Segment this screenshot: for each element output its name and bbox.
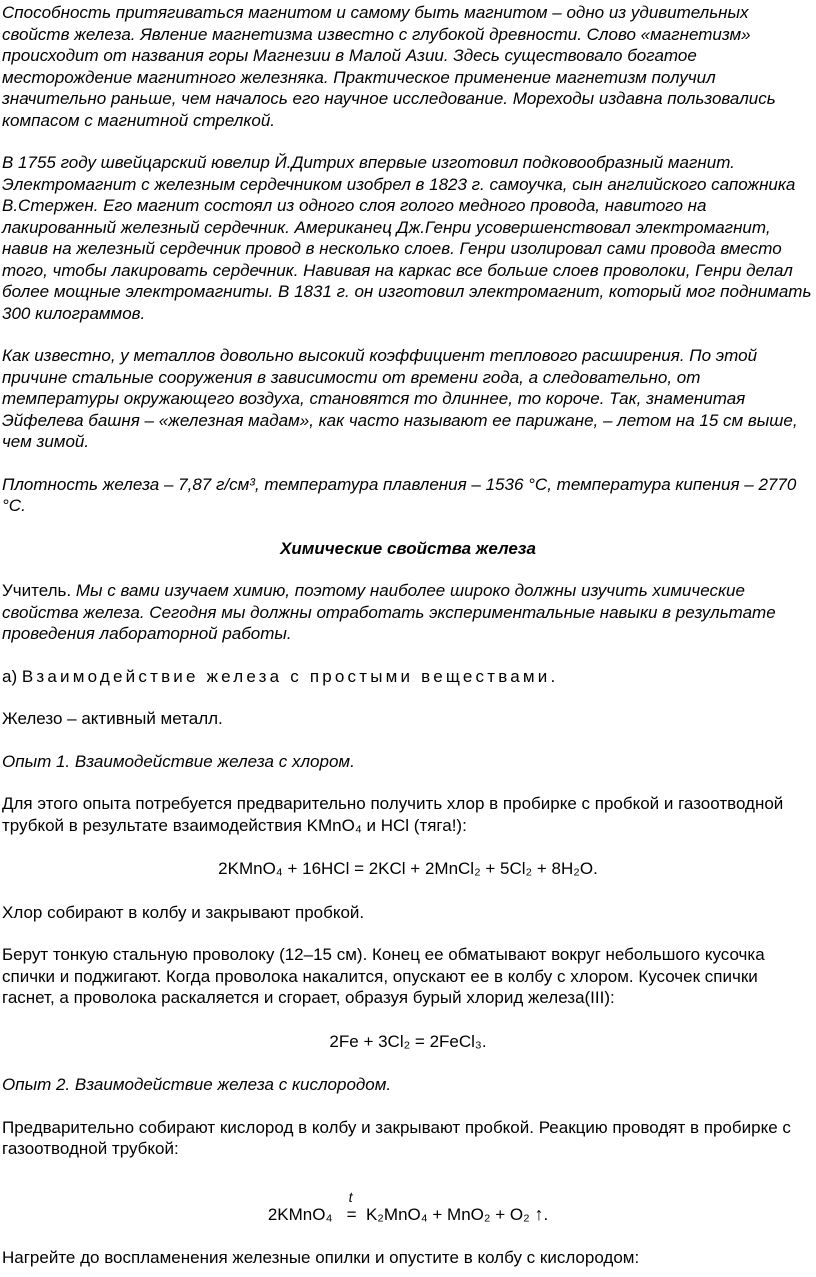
teacher-paragraph	[2, 580, 814, 645]
eq3-end: .	[543, 1204, 549, 1224]
final-instruction: Нагрейте до воспламенения железные опилки и опустите в колбу с кислородом:	[2, 1248, 640, 1267]
wire-experiment-text: Берут тонкую стальную проволоку (12–15 см). Конец ее обматывают вокруг небольшого кусочка спички и поджигают. Когда проволока накалится, опускают ее в колбу с хлором. Кусочек спички гаснет, а проволока раскаляется и сгорает, образуя бурый хлорид железа(III):	[2, 945, 765, 1007]
experiment-1-text: Для этого опыта потребуется предварительно получить хлор в пробирке с пробкой и газоотводной трубкой в результате взаимодействия KMnO₄ и HCl (тяга!):	[2, 794, 784, 835]
paragraph-thermal-expansion: Как известно, у металлов довольно высокий коэффициент теплового расширения. По этой причине стальные сооружения в зависимости от времени года, а следовательно, от температуры окружающего воздуха, становятся то длиннее, то короче. Так, знаменитая Эйфелева башня – «железная мадам», как часто называют ее парижане, – летом на 15 см выше, чем зимой.	[2, 346, 798, 451]
section-heading: Химические свойства железа	[280, 538, 536, 558]
eq3-equals: =	[346, 1204, 357, 1224]
heat-t-label: t	[348, 1188, 353, 1205]
experiment-2-title: Опыт 2. Взаимодействие железа с кислородом.	[2, 1075, 392, 1094]
eq3-left: 2KMnO₄	[267, 1204, 333, 1224]
equation-oxygen	[2, 1188, 814, 1226]
teacher-label: Учитель.	[2, 581, 72, 600]
eq3-right: K₂MnO₄ + MnO₂ + O₂	[365, 1204, 530, 1224]
paragraph-magnetism: Способность притягиваться магнитом и самому быть магнитом – одно из удивительных свойств железа. Явление магнетизма известно с глубокой древности. Слово «магнетизм» происходит от названия горы Магнезии в Малой Азии. Здесь существовало богатое месторождение магнитного железняка. Практическое применение магнетизм получил значительно раньше, чем началось его научное исследование. Мореходы издавна пользовались компасом с магнитной стрелкой.	[2, 3, 776, 130]
teacher-text: Мы с вами изучаем химию, поэтому наиболее широко должны изучить химические свойства железа. Сегодня мы должны отработать экспериментальные навыки в результате проведения лабораторной работы.	[2, 581, 776, 643]
eq3-heat-sign	[346, 1188, 357, 1226]
subsection-a-suffix: .	[550, 666, 556, 686]
equation-iron-chloride: 2Fe + 3Cl₂ = 2FeCl₃.	[329, 1031, 487, 1051]
chlorine-collect-text: Хлор собирают в колбу и закрывают пробкой.	[2, 902, 365, 922]
document-page	[2, 0, 814, 1269]
paragraph-physical-constants: Плотность железа – 7,87 г/см³, температура плавления – 1536 °С, температура кипения – 2770 °С.	[2, 474, 797, 515]
paragraph-electromagnet-history: В 1755 году швейцарский ювелир Й.Дитрих впервые изготовил подковообразный магнит. Электромагнит с железным сердечником изобрел в 1823 г. самоучка, сын английского сапожника В.Стержен. Его магнит состоял из одного слоя голого медного провода, навитого на лакированный железный сердечник. Американец Дж.Генри усовершенствовал электромагнит, навив на железный сердечник провод в несколько слоев. Генри изолировал сами провода вместо того, чтобы лакировать сердечник. Навивая на каркас все больше слоев проволоки, Генри делал более мощные электромагниты. В 1831 г. он изготовил электромагнит, который мог поднимать 300 килограммов.	[2, 153, 812, 323]
iron-active-statement: Железо – активный металл.	[2, 709, 223, 728]
subsection-a-title: Взаимодействие железа с простыми веществами	[21, 666, 551, 686]
equation-chlorine: 2KMnO₄ + 16HCl = 2KCl + 2MnCl₂ + 5Cl₂ + 8H₂O.	[218, 859, 598, 878]
subsection-a-prefix: а)	[2, 666, 18, 686]
experiment-2-text: Предварительно собирают кислород в колбу и закрывают пробкой. Реакцию проводят в пробирке с газоотводной трубкой:	[2, 1117, 791, 1158]
up-arrow-icon: ↑	[534, 1203, 544, 1224]
experiment-1-title: Опыт 1. Взаимодействие железа с хлором.	[2, 751, 355, 771]
subsection-a-heading	[2, 666, 814, 688]
